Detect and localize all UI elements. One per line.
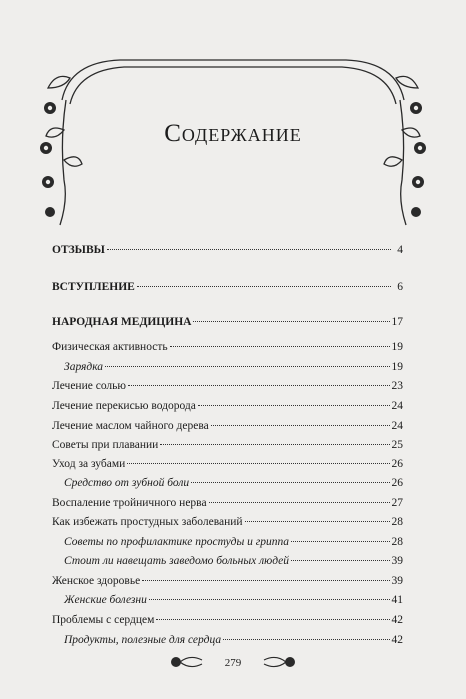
toc-entry-title: Женское здоровье [52, 575, 141, 587]
toc-entry-title: Лечение маслом чайного дерева [52, 420, 209, 432]
toc-leader-dots [127, 463, 389, 464]
toc-leader-dots [107, 249, 391, 250]
toc-leader-dots [211, 425, 390, 426]
toc-leader-dots [128, 385, 390, 386]
toc-entry-page: 28 [391, 536, 403, 548]
toc-leader-dots [193, 321, 389, 322]
toc-leader-dots [245, 521, 390, 522]
toc-entry-title: Женские болезни [64, 594, 147, 606]
toc-leader-dots [142, 580, 389, 581]
toc-entry[interactable] [52, 280, 403, 294]
toc-entry[interactable] [52, 340, 403, 354]
toc-entry-page: 42 [391, 634, 403, 646]
toc-entry[interactable] [64, 535, 403, 549]
toc-entry[interactable] [52, 379, 403, 393]
toc-leader-dots [223, 639, 389, 640]
toc-entry[interactable] [52, 243, 403, 257]
toc-entry-page: 19 [391, 361, 403, 373]
toc-leader-dots [160, 444, 389, 445]
toc-entry[interactable] [52, 419, 403, 433]
toc-entry-page: 17 [391, 316, 403, 328]
toc-leader-dots [209, 502, 390, 503]
toc-leader-dots [156, 619, 389, 620]
toc-entry-page: 39 [391, 555, 403, 567]
toc-leader-dots [105, 366, 389, 367]
toc-entry[interactable] [52, 315, 403, 329]
toc-entry-title: ОТЗЫВЫ [52, 244, 105, 256]
toc-entry[interactable] [52, 438, 403, 452]
toc-entry-title: НАРОДНАЯ МЕДИЦИНА [52, 316, 192, 328]
toc-entry[interactable] [64, 476, 403, 490]
toc-leader-dots [198, 405, 390, 406]
toc-entry-title: Зарядка [64, 361, 104, 373]
toc-entry-title: Уход за зубами [52, 458, 126, 470]
toc-entry-title: Стоит ли навещать заведомо больных людей [64, 555, 290, 567]
toc-leader-dots [137, 286, 391, 287]
toc-entry[interactable] [52, 613, 403, 627]
toc-leader-dots [291, 560, 389, 561]
toc-entry-title: Лечение перекисью водорода [52, 400, 196, 412]
page-number: 279 [224, 657, 242, 669]
toc-entry-page: 26 [391, 458, 403, 470]
toc-entry[interactable] [52, 515, 403, 529]
toc-entry-page: 25 [391, 439, 403, 451]
toc-leader-dots [291, 541, 390, 542]
page-title: Содержание [164, 120, 302, 147]
toc-entry-title: Средство от зубной боли [64, 477, 190, 489]
toc-entry[interactable] [64, 554, 403, 568]
toc-entry-page: 28 [391, 516, 403, 528]
toc-entry[interactable] [52, 399, 403, 413]
toc-entry-page: 41 [391, 594, 403, 606]
toc-entry-title: Советы по профилактике простуды и гриппа [64, 536, 289, 548]
toc-entry-title: Советы при плавании [52, 439, 159, 451]
toc-entry-title: Проблемы с сердцем [52, 614, 155, 626]
toc-leader-dots [170, 346, 390, 347]
toc-entry-title: Физическая активность [52, 341, 168, 353]
toc-entry-title: Лечение солью [52, 380, 126, 392]
toc-entry[interactable] [52, 457, 403, 471]
toc-entry-page: 27 [391, 497, 403, 509]
toc-entry-page: 23 [391, 380, 403, 392]
toc-entry-page: 24 [391, 400, 403, 412]
toc-entry-title: Воспаление тройничного нерва [52, 497, 207, 509]
toc-entry-page: 42 [391, 614, 403, 626]
toc-entry[interactable] [52, 496, 403, 510]
toc-leader-dots [191, 482, 389, 483]
toc-entry[interactable] [64, 360, 403, 374]
toc-entry-title: Как избежать простудных заболеваний [52, 516, 243, 528]
toc-entry-page: 24 [391, 420, 403, 432]
toc-entry-page: 4 [397, 244, 403, 256]
toc-entry-page: 39 [391, 575, 403, 587]
toc-entry-page: 6 [397, 281, 403, 293]
toc-entry-title: ВСТУПЛЕНИЕ [52, 281, 135, 293]
toc-entry-title: Продукты, полезные для сердца [64, 634, 222, 646]
toc-entry[interactable] [64, 633, 403, 647]
toc-entry-page: 19 [391, 341, 403, 353]
toc-entry-page: 26 [391, 477, 403, 489]
toc-leader-dots [149, 599, 390, 600]
toc-entry[interactable] [64, 593, 403, 607]
toc-entry[interactable] [52, 574, 403, 588]
